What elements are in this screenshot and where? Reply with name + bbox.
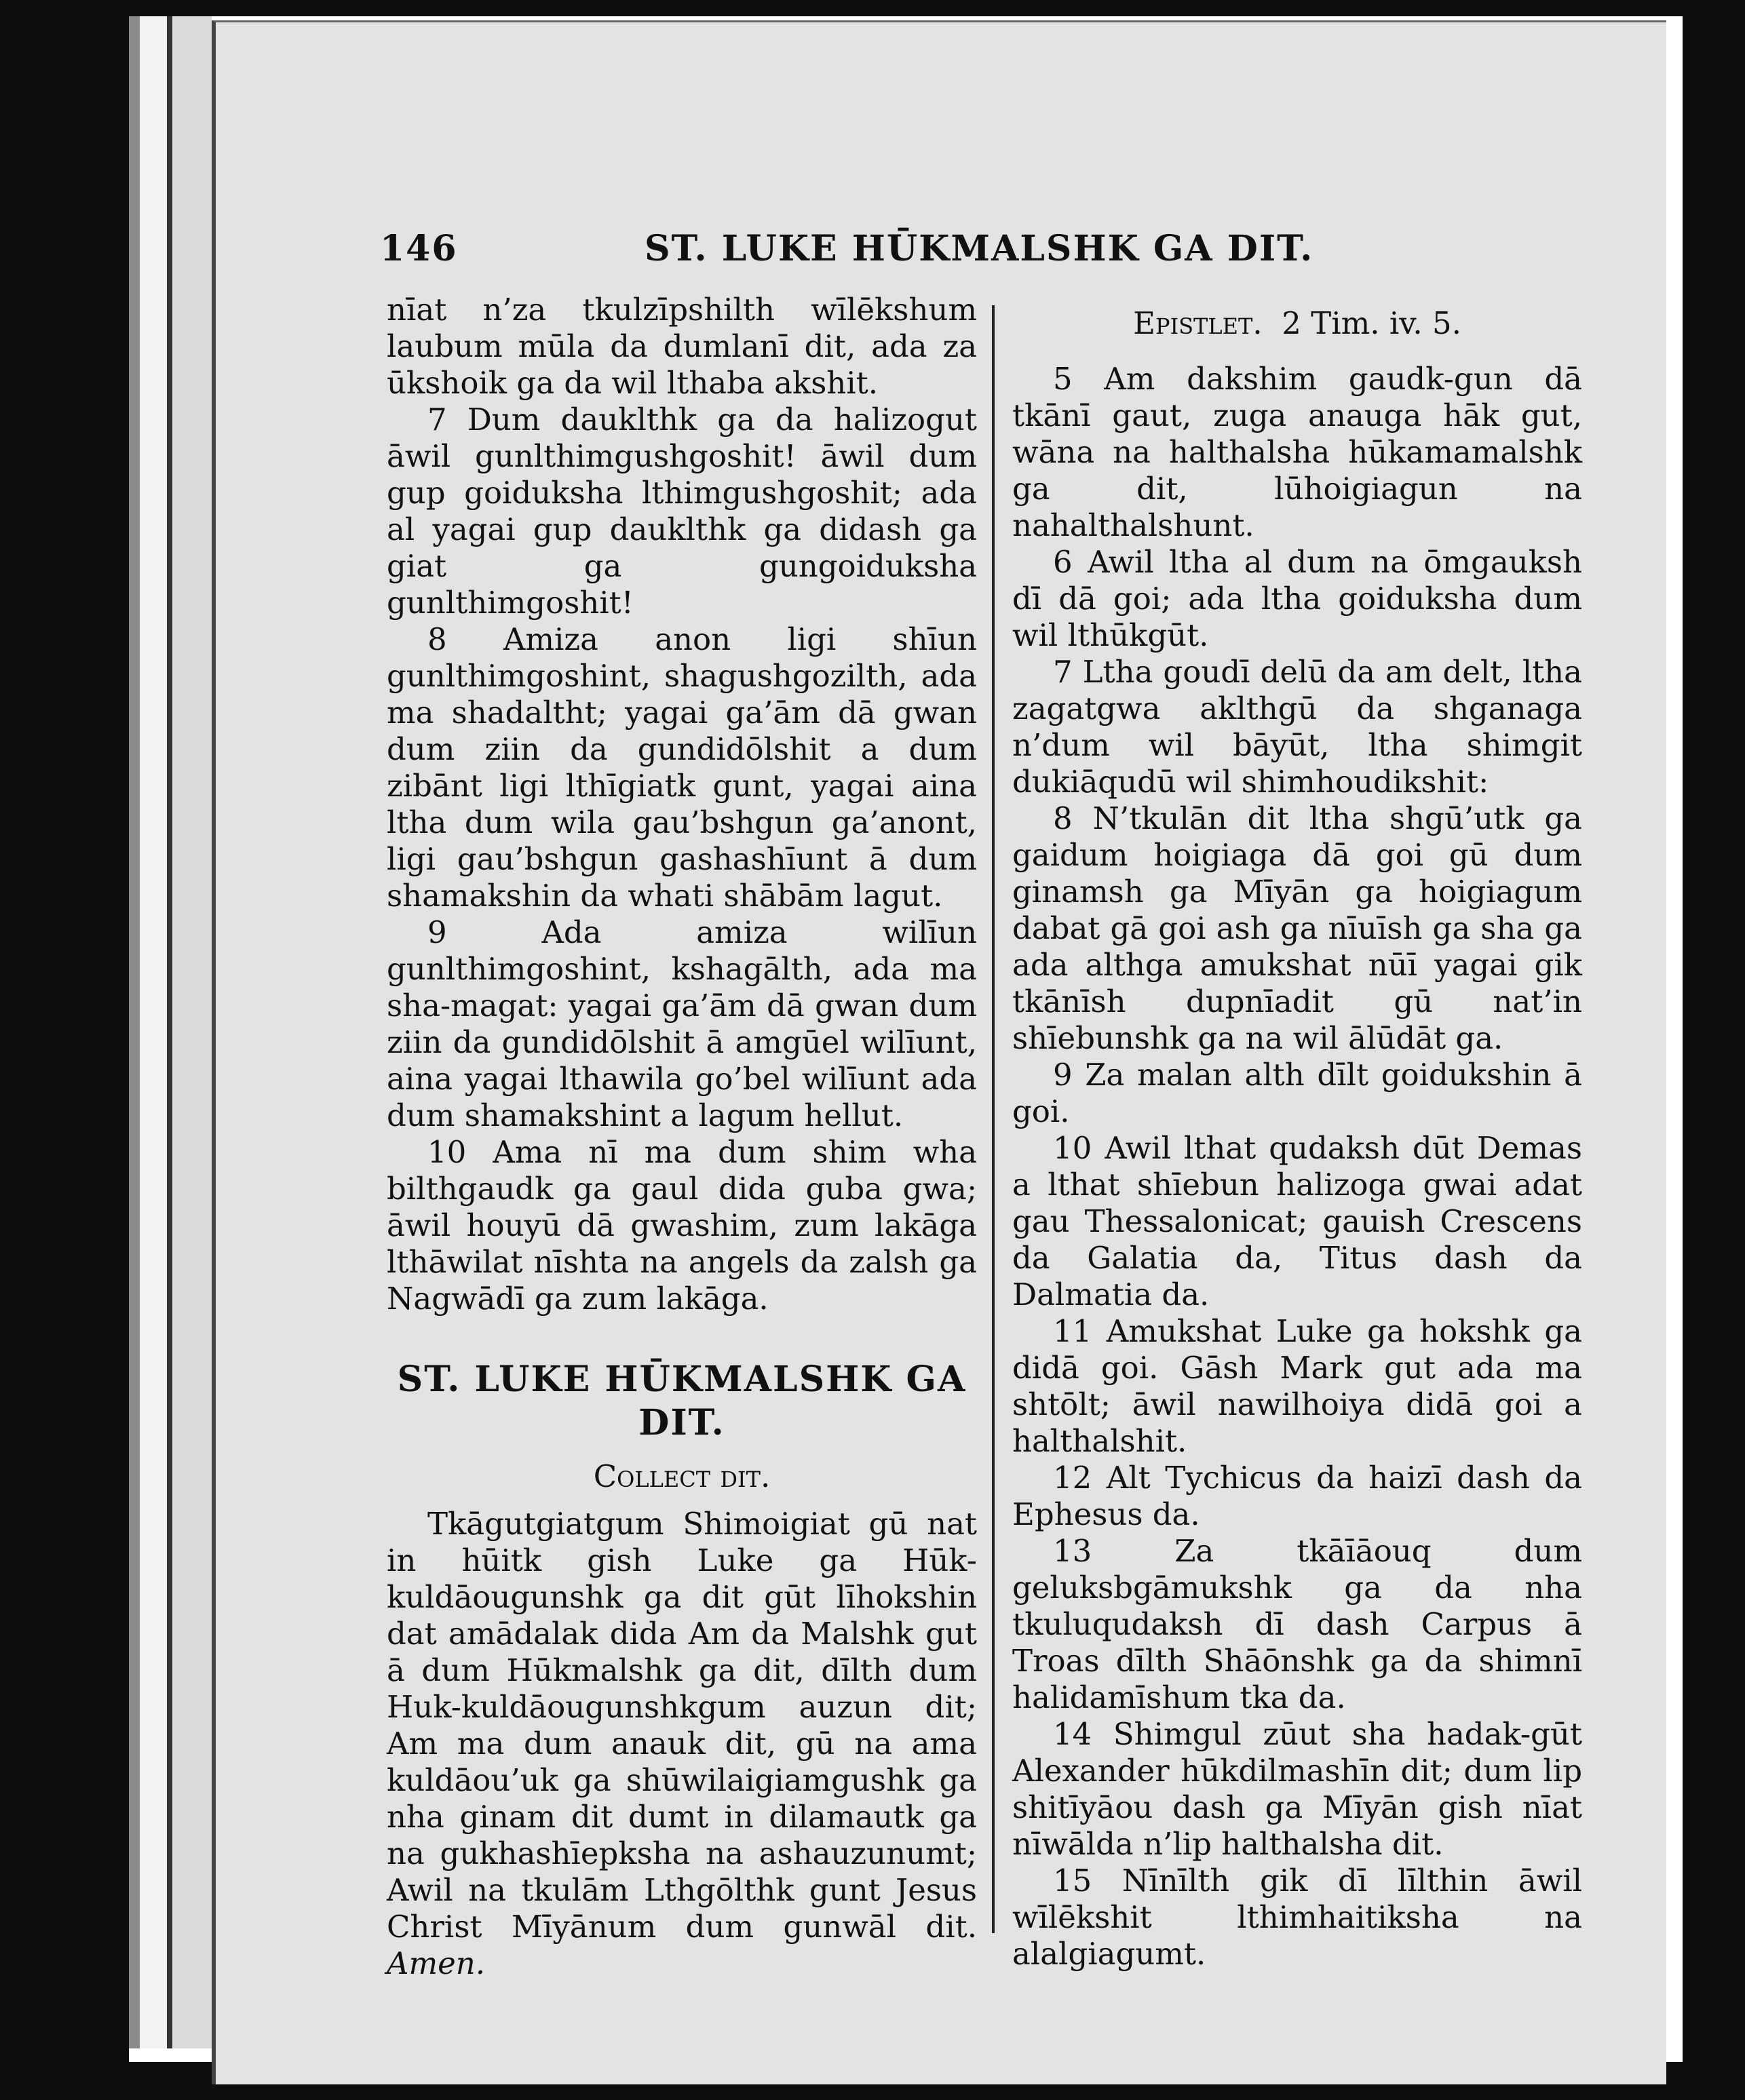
verse-5: 5 Am dakshim gaudk-gun dā tkānī gaut, zuga anauga hāk gut, wāna na halthalsha hūkamamalshk ga dit, lūhoigiagun na nahalthalshunt. xyxy=(1012,361,1582,543)
verse-10: 10 Ama nī ma dum shim wha bilthgaudk ga gaul dida guba gwa; āwil houyū dā gwashim, zum lakāga lthāwilat nīshta na angels da zalsh ga Nagwādī ga zum lakāga. xyxy=(387,1134,977,1317)
collect-body: Tkāgutgiatgum Shimoigiat gū nat in hūitk gish Luke ga Hūk-kuldāougunshk ga dit gūt līhokshin dat amādalak dida Am da Malshk gut ā dum Hūkmalshk ga dit, dīlth dum Huk-kuldāougunshkgum auzun dit; Am ma dum anauk dit, gū na ama kuldāou’uk ga shūwilaigiamgushk ga nha ginam dit dumt in dilamautk ga na gukhashīepksha na ashauzunumt; Awil na tkulām Lthgōlthk gunt Jesus Christ Mīyānum dum gunwāl dit. xyxy=(387,1506,977,1945)
verse-14: 14 Shimgul zūut sha hadak-gūt Alexander hūkdilmashīn dit; dum lip shitīyāou dash ga Mīyān gish nīat nīwālda n’lip halthalsha dit. xyxy=(1012,1716,1582,1862)
section-title: ST. LUKE HŪKMALSHK GA DIT. xyxy=(397,1359,967,1443)
page-stack-edge xyxy=(129,0,140,2048)
column-divider xyxy=(992,305,995,1933)
right-edge xyxy=(1683,0,1745,2100)
verse-9-right: 9 Za malan alth dīlt goidukshin ā goi. xyxy=(1012,1057,1582,1129)
verse-13: 13 Za tkāīāouq dum geluksbgāmukshk ga da nha tkuluqudaksh dī dash Carpus ā Troas dīlth Shāōnshk ga da shimnī halidamīshum tka da. xyxy=(1012,1533,1582,1715)
verse-11: 11 Amukshat Luke ga hokshk ga didā goi. Gāsh Mark gut ada ma shtōlt; āwil nawilhoiya didā goi a halthalshit. xyxy=(1012,1313,1582,1459)
verse-9: 9 Ada amiza wilīun gunlthimgoshint, kshagālth, ada ma sha-magat: yagai ga’ām dā gwan dum ziin da gundidōlshit ā amgūel wilīunt, aina yagai lthawila go’bel wilīunt ada dum shamakshint a lagum hellut. xyxy=(387,914,977,1133)
paragraph-continued: nīat n’za tkulzīpshilth wīlēkshum laubum mūla da dumlanī dit, ada za ūkshoik ga da wil lthaba akshit. xyxy=(387,292,977,401)
page-stack-edge-3 xyxy=(167,0,172,2048)
verse-8-right: 8 N’tkulān dit ltha shgū’utk ga gaidum hoigiaga dā goi gū dum ginamsh ga Mīyān ga hoigiagum dabat gā goi ash ga nīuīsh ga sha ga ada althga amukshat nūī yagai gik tkānīsh dupnīadit gū nat’in shīebunshk ga na wil ālūdāt ga. xyxy=(1012,800,1582,1056)
verse-7: 7 Dum dauklthk ga da halizogut āwil gunlthimgushgoshit! āwil dum gup goiduksha lthimgushgoshit; ada al yagai gup dauklthk ga didash ga giat ga gungoiduksha gunlthimgoshit! xyxy=(387,402,977,621)
amen: Amen. xyxy=(387,1945,486,1981)
page-header xyxy=(380,228,1316,275)
verse-8: 8 Amiza anon ligi shīun gunlthimgoshint, shagushgozilth, ada ma shadaltht; yagai ga’ām dā gwan dum ziin da gundidōlshit a dum zibānt ligi lthīgiatk gunt, yagai aina ltha dum wila gau’bshgun ga’anont, ligi gau’bshgun gashashīunt ā dum shamakshin da whati shābām lagut. xyxy=(387,621,977,914)
page-stack-edge-2 xyxy=(140,0,167,2048)
collect-text xyxy=(387,1506,977,1982)
verse-10-right: 10 Awil lthat qudaksh dūt Demas a lthat shīebun halizoga gwai adat gau Thessalonicat; gauish Crescens da Galatia da, Titus dash da Dalmatia da. xyxy=(1012,1130,1582,1312)
epistle-heading xyxy=(1012,305,1582,342)
verse-15: 15 Nīnīlth gik dī līlthin āwil wīlēkshit lthimhaitiksha na alalgiagumt. xyxy=(1012,1863,1582,1972)
epistle-label: Epistlet. xyxy=(1133,305,1263,341)
epistle-reference: 2 Tim. iv. 5. xyxy=(1282,305,1461,341)
running-title: ST. LUKE HŪKMALSHK GA DIT. xyxy=(645,228,1314,269)
verse-6: 6 Awil ltha al dum na ōmgauksh dī dā goi; ada ltha goiduksha dum wil lthūkgūt. xyxy=(1012,544,1582,653)
verse-7-right: 7 Ltha goudī delū da am delt, ltha zagatgwa aklthgū da shganaga n’dum wil bāyūt, ltha shimgit dukiāqudū wil shimhoudikshit: xyxy=(1012,654,1582,800)
page-stack-edge-4 xyxy=(172,0,212,2048)
top-edge xyxy=(129,0,1745,16)
page-number: 146 xyxy=(380,228,458,269)
left-binding-edge xyxy=(0,0,129,2100)
right-column xyxy=(1012,292,1582,1972)
left-column xyxy=(387,292,977,1982)
collect-heading: Collect dit. xyxy=(593,1458,771,1494)
verse-12: 12 Alt Tychicus da haizī dash da Ephesus da. xyxy=(1012,1460,1582,1532)
